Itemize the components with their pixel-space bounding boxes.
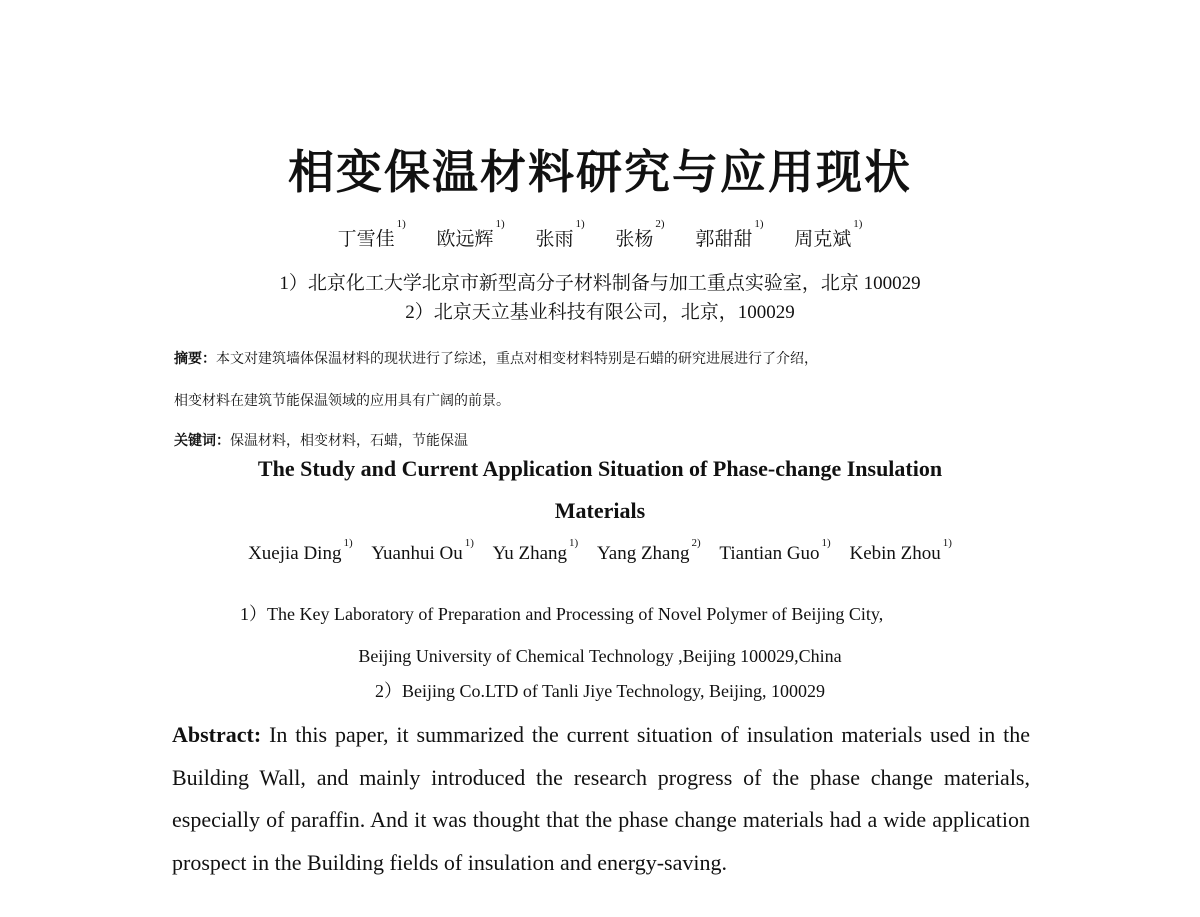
author <box>492 537 579 564</box>
author-name: Tiantian Guo <box>719 543 820 564</box>
chinese-keywords-text: 保温材料，相变材料，石蜡，节能保温 <box>230 433 468 449</box>
author-name: 周克斌 <box>794 229 852 250</box>
author-mark: 1) <box>396 218 406 230</box>
author-name: Yu Zhang <box>492 543 568 564</box>
english-abstract-label: Abstract: <box>172 722 262 747</box>
author-mark: 2) <box>691 537 701 549</box>
author <box>371 537 474 564</box>
author-name: Yuanhui Ou <box>371 543 463 564</box>
author-name: 张杨 <box>615 229 654 250</box>
author-mark: 1) <box>942 537 952 549</box>
author-mark: 1) <box>821 537 831 549</box>
author <box>695 218 764 250</box>
author-mark: 1) <box>575 218 585 230</box>
author-mark: 2) <box>655 218 665 230</box>
author <box>849 537 952 564</box>
author-name: Kebin Zhou <box>849 543 941 564</box>
author-mark: 1) <box>853 218 863 230</box>
author-mark: 1) <box>464 537 474 549</box>
chinese-abstract-line-2: 相变材料在建筑节能保温领域的应用具有广阔的前景。 <box>174 393 510 409</box>
author <box>248 537 353 564</box>
chinese-affiliation-1: 1）北京化工大学北京市新型高分子材料制备与加工重点实验室，北京 100029 <box>279 273 921 294</box>
english-affiliation-1: 1）The Key Laboratory of Preparation and Processing of Novel Polymer of Beijing City, <box>240 604 884 624</box>
author <box>596 537 701 564</box>
author-name: Xuejia Ding <box>248 543 342 564</box>
english-title-line-2: Materials <box>554 498 646 523</box>
author-mark: 1) <box>495 218 505 230</box>
author <box>535 218 585 250</box>
author <box>794 218 863 250</box>
chinese-authors <box>0 218 1200 251</box>
english-authors <box>0 537 1200 565</box>
english-abstract-text: In this paper, it summarized the current situation of insulation materials used in the Building Wall, and mainly introduced the research progress of the phase change materials, especially of paraffin. And it was thought that the phase change materials had a wide application prospect in the Building fields of insulation and energy-saving. <box>172 722 1030 875</box>
english-affiliation-2: Beijing University of Chemical Technology ,Beijing 100029,China <box>358 646 842 666</box>
chinese-abstract-line-1 <box>174 348 818 368</box>
author <box>719 537 831 564</box>
english-affiliation-3: 2）Beijing Co.LTD of Tanli Jiye Technology, Beijing, 100029 <box>375 681 825 701</box>
author <box>337 218 406 250</box>
author-name: 郭甜甜 <box>695 229 753 250</box>
author-name: 丁雪佳 <box>337 229 395 250</box>
author-mark: 1) <box>569 537 579 549</box>
author-mark: 1) <box>754 218 764 230</box>
english-abstract <box>172 714 1030 884</box>
chinese-abstract-text: 本文对建筑墙体保温材料的现状进行了综述，重点对相变材料特别是石蜡的研究进展进行了介绍， <box>216 351 818 367</box>
author-name: 欧远辉 <box>436 229 494 250</box>
chinese-abstract-label: 摘要： <box>174 351 216 367</box>
author-name: 张雨 <box>535 229 574 250</box>
chinese-affiliation-2: 2）北京天立基业科技有限公司，北京，100029 <box>405 302 795 323</box>
chinese-keywords <box>174 430 468 450</box>
author <box>436 218 505 250</box>
author-mark: 1) <box>343 537 353 549</box>
author <box>615 218 665 250</box>
chinese-title: 相变保温材料研究与应用现状 <box>288 147 912 198</box>
english-title-line-1: The Study and Current Application Situation of Phase-change Insulation <box>257 456 943 481</box>
chinese-keywords-label: 关键词： <box>174 433 230 449</box>
author-name: Yang Zhang <box>596 543 690 564</box>
